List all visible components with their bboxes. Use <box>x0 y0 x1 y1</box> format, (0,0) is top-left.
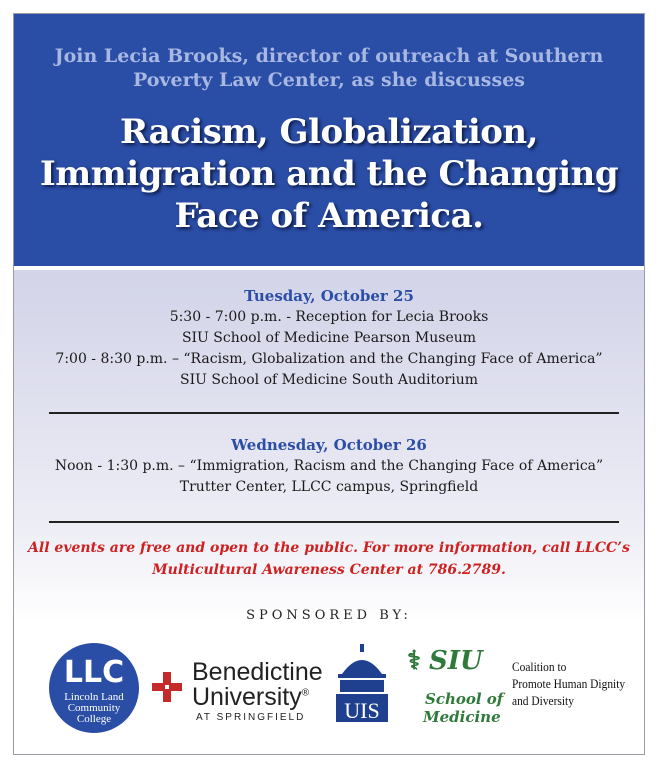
siu-medicine-logo <box>407 642 507 732</box>
siu-name-line: School of <box>425 690 504 708</box>
coalition-line: and Diversity <box>512 693 574 708</box>
llcc-logo <box>48 642 140 734</box>
coalition-line: Promote Human Dignity <box>512 676 626 691</box>
siu-mark: SIU <box>429 646 483 676</box>
flyer-title: Racism, Globalization, Immigration and the Changing Face of America. <box>39 112 619 236</box>
llcc-name-line: College <box>76 713 112 725</box>
registered-mark: ® <box>301 687 310 699</box>
event-line: 7:00 - 8:30 p.m. – “Racism, Globalization and the Changing Face of America” <box>55 351 603 367</box>
siu-name-line: Medicine <box>423 708 501 726</box>
event-line: Noon - 1:30 p.m. – “Immigration, Racism and the Changing Face of America” <box>54 458 604 474</box>
event-line: 5:30 - 7:00 p.m. - Reception for Lecia Brooks <box>169 309 489 325</box>
benedictine-campus: AT SPRINGFIELD <box>196 712 306 723</box>
benedictine-name: Benedictine <box>192 658 323 686</box>
event-line: SIU School of Medicine South Auditorium <box>179 372 478 388</box>
coalition-line: Coalition to <box>512 659 567 674</box>
header-banner <box>14 14 644 266</box>
intro-text: Join Lecia Brooks, director of outreach at Southern Poverty Law Center, as she discusses <box>54 45 604 91</box>
llcc-mark: LLC <box>63 655 125 690</box>
uis-logo <box>332 642 392 724</box>
sponsored-by-label: SPONSORED BY: <box>246 608 412 623</box>
event-line: SIU School of Medicine Pearson Museum <box>181 330 477 346</box>
event-flyer <box>13 13 645 755</box>
benedictine-logo <box>150 654 330 724</box>
event-tuesday <box>14 286 644 391</box>
caduceus-icon: ⚕ <box>407 646 422 676</box>
event-day: Tuesday, October 25 <box>244 287 414 305</box>
event-day: Wednesday, October 26 <box>231 436 427 454</box>
cross-icon <box>150 670 184 704</box>
event-line: Trutter Center, LLCC campus, Springfield <box>179 479 479 495</box>
header-divider <box>14 266 644 270</box>
section-divider <box>49 521 619 523</box>
benedictine-name-line: University <box>192 683 302 711</box>
public-notice: All events are free and open to the public. For more information, call LLCC’s Multicultural Awareness Center at 786.2789. <box>28 540 630 578</box>
section-divider <box>49 412 619 414</box>
llcc-name-line: Lincoln Land <box>64 691 124 703</box>
event-wednesday <box>14 435 644 498</box>
coalition-logo <box>512 658 626 709</box>
benedictine-name <box>192 683 309 712</box>
uis-mark: UIS <box>344 698 380 723</box>
llcc-name-line: Community <box>67 702 121 714</box>
